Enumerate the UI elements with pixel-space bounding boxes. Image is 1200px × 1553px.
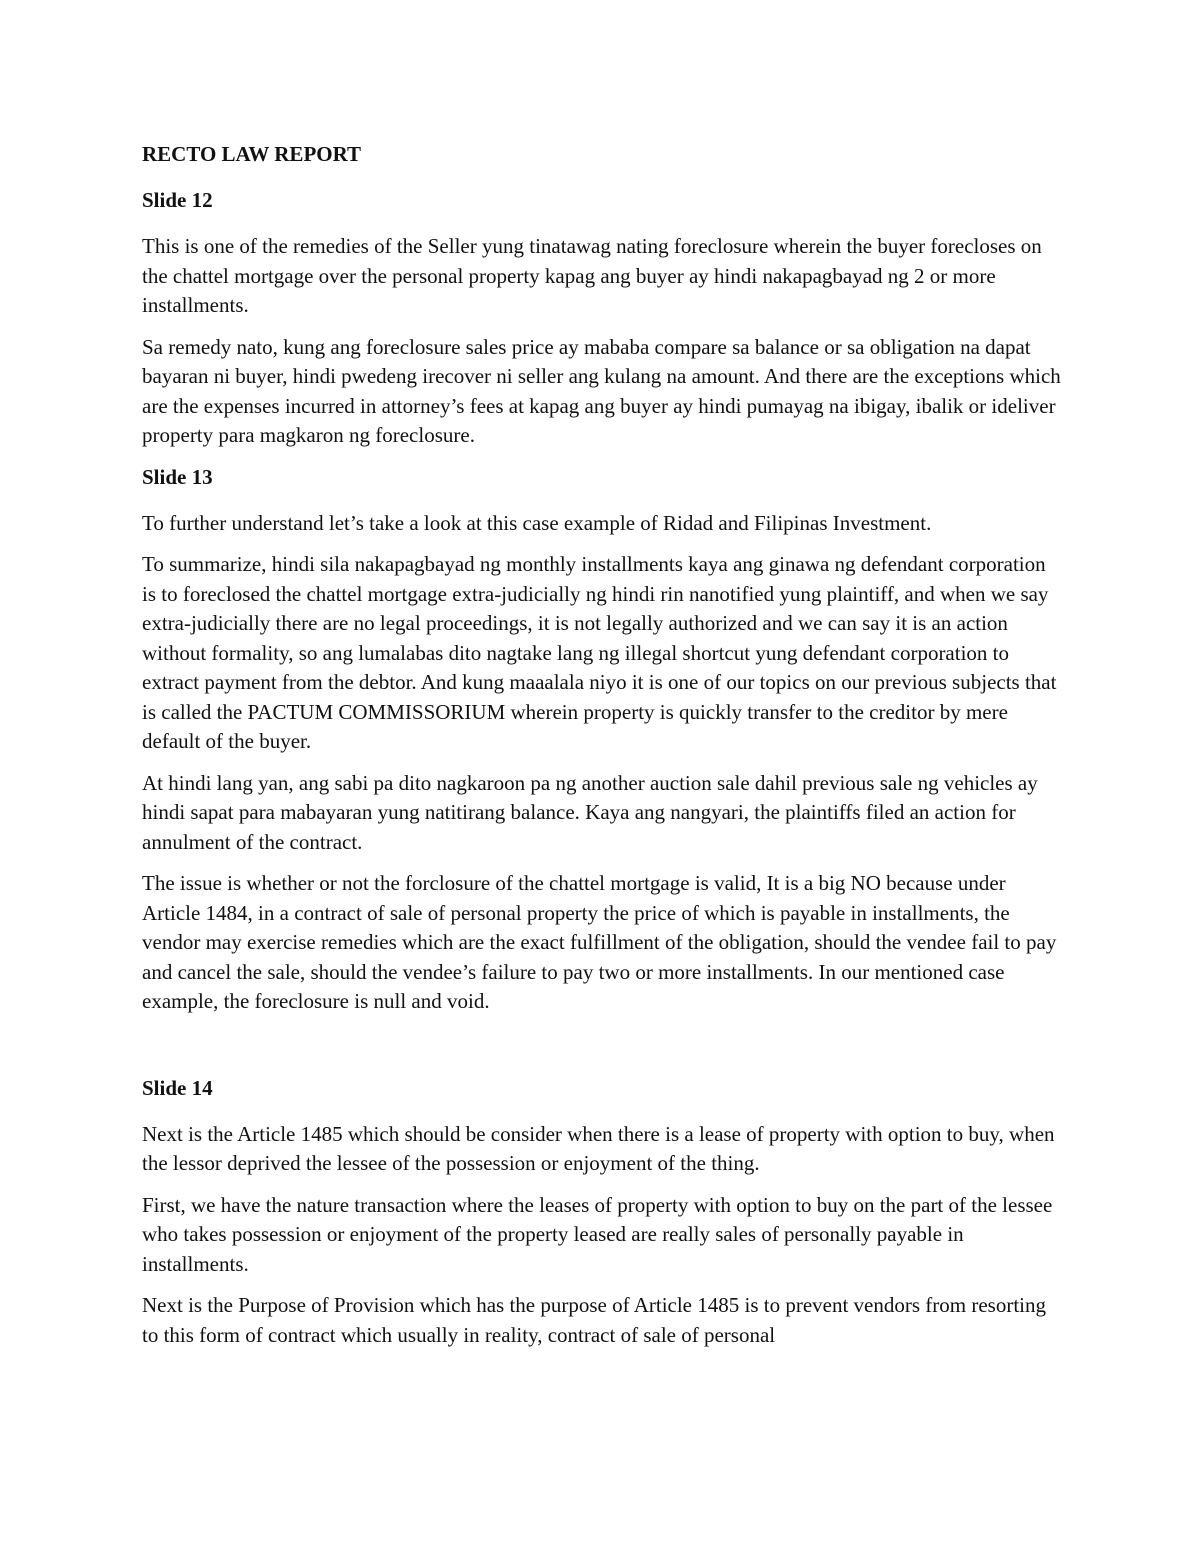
section-slide-12 bbox=[142, 186, 1062, 451]
paragraph: Next is the Purpose of Provision which has the purpose of Article 1485 is to prevent vendors from resorting to this form of contract which usually in reality, contract of sale of personal bbox=[142, 1293, 1047, 1347]
blank-line bbox=[142, 1029, 1062, 1074]
section-slide-13 bbox=[142, 463, 1062, 1017]
paragraph: Next is the Article 1485 which should be consider when there is a lease of property with option to buy, when the lessor deprived the lessee of the possession or enjoyment of the thing. bbox=[142, 1121, 1055, 1175]
paragraph: To further understand let’s take a look at this case example of Ridad and Filipinas Investment. bbox=[142, 510, 932, 535]
paragraph: The issue is whether or not the forclosure of the chattel mortgage is valid, It is a big NO because under Article 1484, in a contract of sale of personal property the price of which is payable in installments, the vendor may exercise remedies which are the exact fulfillment of the obligation, should the vendee fail to pay and cancel the sale, should the vendee’s failure to pay two or more installments. In our mentioned case example, the foreclosure is null and void. bbox=[142, 871, 1057, 1013]
document-page bbox=[142, 140, 1062, 1362]
paragraph: To summarize, hindi sila nakapagbayad ng monthly installments kaya ang ginawa ng defendant corporation is to foreclosed the chattel mortgage extra-judicially ng hindi rin nanotified yung plaintiff, and when we say extra-judicially there are no legal proceedings, it is not legally authorized and we can say it is an action without formality, so ang lumalabas dito nagtake lang ng illegal shortcut yung defendant corporation to extract payment from the debtor. And kung maaalala niyo it is one of our topics on our previous subjects that is called the PACTUM COMMISSORIUM wherein property is quickly transfer to the creditor by mere default of the buyer. bbox=[142, 552, 1057, 753]
section-slide-14 bbox=[142, 1074, 1062, 1351]
paragraph: Sa remedy nato, kung ang foreclosure sales price ay mababa compare sa balance or sa obligation na dapat bayaran ni buyer, hindi pwedeng irecover ni seller ang kulang na amount. And there are the exceptions which are the expenses incurred in attorney’s fees at kapag ang buyer ay hindi pumayag na ibigay, ibalik or ideliver property para magkaron ng foreclosure. bbox=[142, 334, 1061, 447]
slide-heading: Slide 14 bbox=[142, 1075, 213, 1100]
slide-heading: Slide 12 bbox=[142, 188, 213, 212]
paragraph: At hindi lang yan, ang sabi pa dito nagkaroon pa ng another auction sale dahil previous sale ng vehicles ay hindi sapat para mabayaran yung natitirang balance. Kaya ang nangyari, the plaintiffs filed an action for annulment of the contract. bbox=[142, 770, 1038, 854]
paragraph: This is one of the remedies of the Seller yung tinatawag nating foreclosure wherein the buyer forecloses on the chattel mortgage over the personal property kapag ang buyer ay hindi nakapagbayad ng 2 or more installments. bbox=[142, 234, 1042, 317]
paragraph: First, we have the nature transaction where the leases of property with option to buy on the part of the lessee who takes possession or enjoyment of the property leased are really sales of personally payable in installments. bbox=[142, 1192, 1053, 1276]
document-title: RECTO LAW REPORT bbox=[142, 142, 362, 166]
slide-heading: Slide 13 bbox=[142, 464, 213, 489]
